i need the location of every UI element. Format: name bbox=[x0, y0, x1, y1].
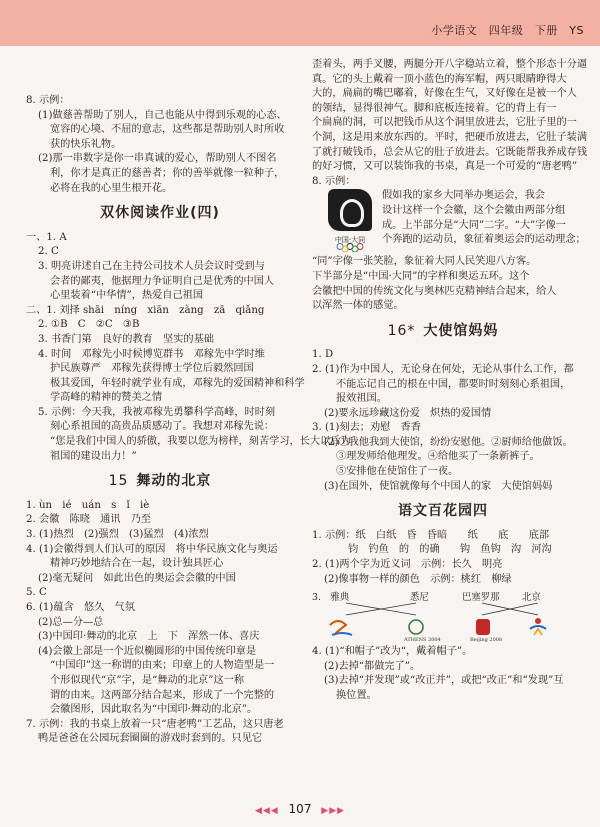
text-line: 5. 示例：今天我，我被邓稼先勇攀科学高峰，时时刻 bbox=[38, 406, 276, 418]
datong-logo bbox=[326, 189, 374, 255]
text-line: 3. 明亮讲述自己在主持公司技术人员会议时受到与 bbox=[38, 260, 265, 272]
text-line: 一、1. A bbox=[26, 231, 67, 243]
text-line: 大的，扁扁的嘴巴嘟着，好像在生气，又好像在是被一个人 bbox=[312, 88, 577, 100]
text-line: 以浑然一体的感觉。 bbox=[312, 300, 404, 312]
text-line: (2)像事物一样的颜色 示例：桃红 柳绿 bbox=[324, 573, 512, 585]
text-line: 利，你才是真正的慈善者；你的善举就像一粒种子， bbox=[50, 167, 285, 179]
text-line: 7. 示例：我的书桌上放着一只“唐老鸭”工艺品，这只唐老 bbox=[26, 718, 284, 730]
text-line: 成。上半部分是“大同”二字。“大”字像一 bbox=[382, 219, 566, 231]
text-line: 下半部分是“中国·大同”的字样和奥运五环。这个 bbox=[312, 270, 530, 282]
city-sydney: 悉尼 bbox=[410, 592, 429, 604]
text-line: “您是我们中国人的骄傲，我要以您为榜样，刻苦学习，长大以后为 bbox=[50, 436, 351, 448]
text-line: 祖国的建设出力！” bbox=[50, 450, 137, 462]
page-footer bbox=[0, 802, 600, 816]
text-line: 刻心系祖国的高贵品质感动了。我想对邓稼先说： bbox=[50, 421, 275, 433]
text-line: 极其爱国，年轻时就学业有成，邓稼先的爱国精神和科学 bbox=[50, 377, 305, 389]
right-column bbox=[312, 58, 588, 704]
text-line: 2. 会徽 陈晓 通讯 乃至 bbox=[26, 514, 152, 526]
text-line: 的好习惯，又可以装饰我的书桌，真是一个可爱的“唐老鸭” bbox=[312, 161, 578, 173]
text-line: 5. C bbox=[26, 587, 47, 599]
text-line: 设计这样一个会徽，这个会徽由两部分组 bbox=[382, 204, 566, 216]
beijing-logo-icon bbox=[470, 619, 502, 643]
text-line: (2)去掉“都做完了”。 bbox=[324, 660, 421, 672]
olympic-matching bbox=[312, 591, 574, 643]
text-line: 会徽把中国的传统文化与奥林匹克精神结合起来，给人 bbox=[312, 285, 557, 297]
text-line: 宽容的心境、不屈的意志，这些都是帮助别人时所收 bbox=[50, 124, 285, 136]
header-band bbox=[0, 0, 600, 46]
matching-lines bbox=[312, 591, 574, 643]
section-title: 双休阅读作业(四) bbox=[100, 205, 220, 222]
text-line: 2. (1)两个字为近义词 示例：长久 明亮 bbox=[312, 559, 503, 571]
text-line: ③理发师给他理发。④给他买了一条新裤子。 bbox=[336, 451, 540, 463]
text-line: 4. (1)会徽得到人们认可的原因 将中华民族文化与奥运 bbox=[26, 543, 278, 555]
text-line: 报效祖国。 bbox=[336, 393, 387, 405]
text-line: 3. (1)刻去；劝慰 香香 bbox=[312, 422, 421, 434]
page-number: 107 bbox=[288, 802, 312, 816]
text-line: 3. (1)热烈 (2)强烈 (3)猛烈 (4)浓烈 bbox=[26, 529, 209, 541]
section-title: 语文百花园四 bbox=[398, 503, 488, 520]
text-line: (4)会徽上部是一个近似椭圆形的中国传统印章是 bbox=[38, 645, 257, 657]
section-title bbox=[26, 474, 294, 489]
text-line: 精神巧妙地结合在一起，设计独具匠心 bbox=[50, 558, 224, 570]
text-line: (2)毫无疑问 如此出色的奥运会会徽的中国 bbox=[38, 572, 236, 584]
text-line: 假如我的家乡大同举办奥运会，我会 bbox=[382, 190, 545, 202]
text-line: (3)在国外，使馆就像每个中国人的家 大使馆妈妈 bbox=[324, 480, 553, 492]
text-line: 鸭是爸爸在公园玩套圈圈的游戏时套到的。只见它 bbox=[38, 733, 263, 745]
svg-text:ATHENS 2004: ATHENS 2004 bbox=[404, 637, 441, 644]
text-line: 个形似现代“京”字，是“舞动的北京”这一称 bbox=[50, 674, 245, 686]
text-line: “同”字像一张笑脸，象征着大同人民笑迎八方客。 bbox=[312, 256, 537, 268]
lesson-title: 舞动的北京 bbox=[136, 473, 212, 490]
lesson-title: 大使馆妈妈 bbox=[423, 322, 499, 339]
text-line: 歪着头，两手叉腰，两腿分开八字稳站立着，整个形态十分逼 bbox=[312, 59, 588, 70]
text-line: (2)那一串数字是你一串真诚的爱心，帮助别人不图名 bbox=[38, 153, 277, 165]
city-beijing: 北京 bbox=[522, 592, 541, 604]
text-line: 了就打破钱币，总会从它的肚子放进去。它既能帮我养成存钱 bbox=[312, 146, 588, 158]
left-arrows-icon: ◀◀◀ bbox=[254, 806, 279, 816]
text-line: 2. (1)作为中国人，无论身在何处，无论从事什么工作，都 bbox=[312, 363, 574, 375]
text-line: 1. ùn ié uán s ǐ iè bbox=[26, 499, 150, 511]
text-line: 6. (1)蕴含 悠久 气氛 bbox=[26, 602, 135, 613]
lesson-number: 15 bbox=[108, 473, 129, 490]
text-line: 1. 示例：纸 白纸 昏 昏暗 纸 底 底部 bbox=[312, 529, 550, 541]
sydney-logo-icon bbox=[330, 621, 352, 635]
text-line: (2)要永远珍藏这份爱 炽热的爱国情 bbox=[324, 407, 492, 419]
text-line: 换位置。 bbox=[336, 690, 377, 701]
athens-logo-icon bbox=[403, 620, 441, 643]
text-line: 真。它的头上戴着一顶小蓝色的海军帽，两只眼睛睁得大 bbox=[312, 73, 567, 85]
text-line: 8. 示例： bbox=[312, 175, 356, 187]
text-line: 钧 钓鱼 的 的确 钩 鱼钩 沟 河沟 bbox=[348, 544, 552, 556]
text-line: 8. 示例： bbox=[26, 95, 70, 106]
text-line: 个奔跑的运动员，象征着奥运会的运动理念； bbox=[382, 234, 586, 246]
text-line: 谓的由来。这两部分结合起来，形成了一个完整的 bbox=[50, 689, 275, 701]
text-line: (2)①我他我到大使馆，纷纷安慰他。②厨师给他做饭。 bbox=[324, 436, 573, 448]
text-line: 4. 时间 邓稼先小时候博览群书 邓稼先中学时维 bbox=[38, 348, 265, 360]
barcelona-logo-icon bbox=[530, 618, 546, 635]
text-line: 1. D bbox=[312, 349, 334, 361]
logo-caption: 中国·大同 bbox=[334, 236, 366, 245]
text-line: 4. (1)“和帽子”改为“，戴着帽子”。 bbox=[312, 646, 473, 658]
text-line: 二、1. 刘择 shāi níng xiān zàng zā qiǎng bbox=[26, 304, 265, 316]
text-line: 个洞，这是用来放东西的。平时，把硬币放进去，它肚子装满 bbox=[312, 131, 588, 143]
text-line: 2. ①B C ②C ③B bbox=[38, 319, 140, 331]
text-line: 必将在我的心里生根开花。 bbox=[50, 182, 173, 194]
text-line: 不能忘记自己的根在中国，都要时时刻刻心系祖国， bbox=[336, 378, 571, 390]
text-line: 获的快乐礼物。 bbox=[50, 138, 122, 150]
text-line: (1)做慈善帮助了别人，自己也能从中得到乐观的心态、 bbox=[38, 109, 287, 121]
text-line: 护民族尊严 邓稼先获得博士学位后毅然回国 bbox=[50, 363, 254, 375]
text-line: 的领结，显得很神气。脚和底板连接着。它的背上有一 bbox=[312, 102, 557, 114]
text-line: (3)去掉“并发现”或“改正并”，或把“改正”和“发现”互 bbox=[324, 675, 564, 687]
svg-text:Beijing 2008: Beijing 2008 bbox=[470, 637, 503, 644]
right-arrows-icon: ▶▶▶ bbox=[321, 806, 346, 816]
text-line: “中国印”这一称谓的由来；印章上的人物造型是一 bbox=[50, 660, 275, 672]
text-line: 会徽图形，因此取名为“中国印·舞动的北京”。 bbox=[50, 704, 258, 716]
logo-paragraph bbox=[312, 189, 586, 313]
olympic-rings-icon bbox=[336, 243, 364, 252]
city-athens: 3. 雅典 bbox=[312, 592, 350, 604]
text-line: 个扁扁的洞，可以把钱币从这个洞里放进去，它肚子里的一 bbox=[312, 117, 577, 129]
text-line: 3. 书香门第 良好的教育 坚实的基础 bbox=[38, 333, 214, 345]
text-line: 学高峰的精神的赞美之情 bbox=[50, 392, 163, 404]
city-barcelona: 巴塞罗那 bbox=[462, 592, 500, 604]
text-line: (2)总—分—总 bbox=[38, 616, 104, 628]
seal-icon bbox=[328, 189, 372, 231]
text-line: (3)中国印·舞动的北京 上 下 浑然一体、喜庆 bbox=[38, 631, 260, 643]
text-line: 会者的鄙夷，他据理力争证明自己是优秀的中国人 bbox=[50, 275, 275, 287]
text-line: 2. C bbox=[38, 246, 59, 258]
text-line: ⑤安排他在使馆住了一夜。 bbox=[336, 466, 459, 478]
header-text: 小学语文 四年级 下册 YS bbox=[431, 24, 584, 37]
section-title bbox=[312, 324, 574, 339]
text-line: 心里装着“中华情”，热爱自己祖国 bbox=[50, 290, 204, 302]
lesson-number: 16* bbox=[387, 322, 416, 339]
